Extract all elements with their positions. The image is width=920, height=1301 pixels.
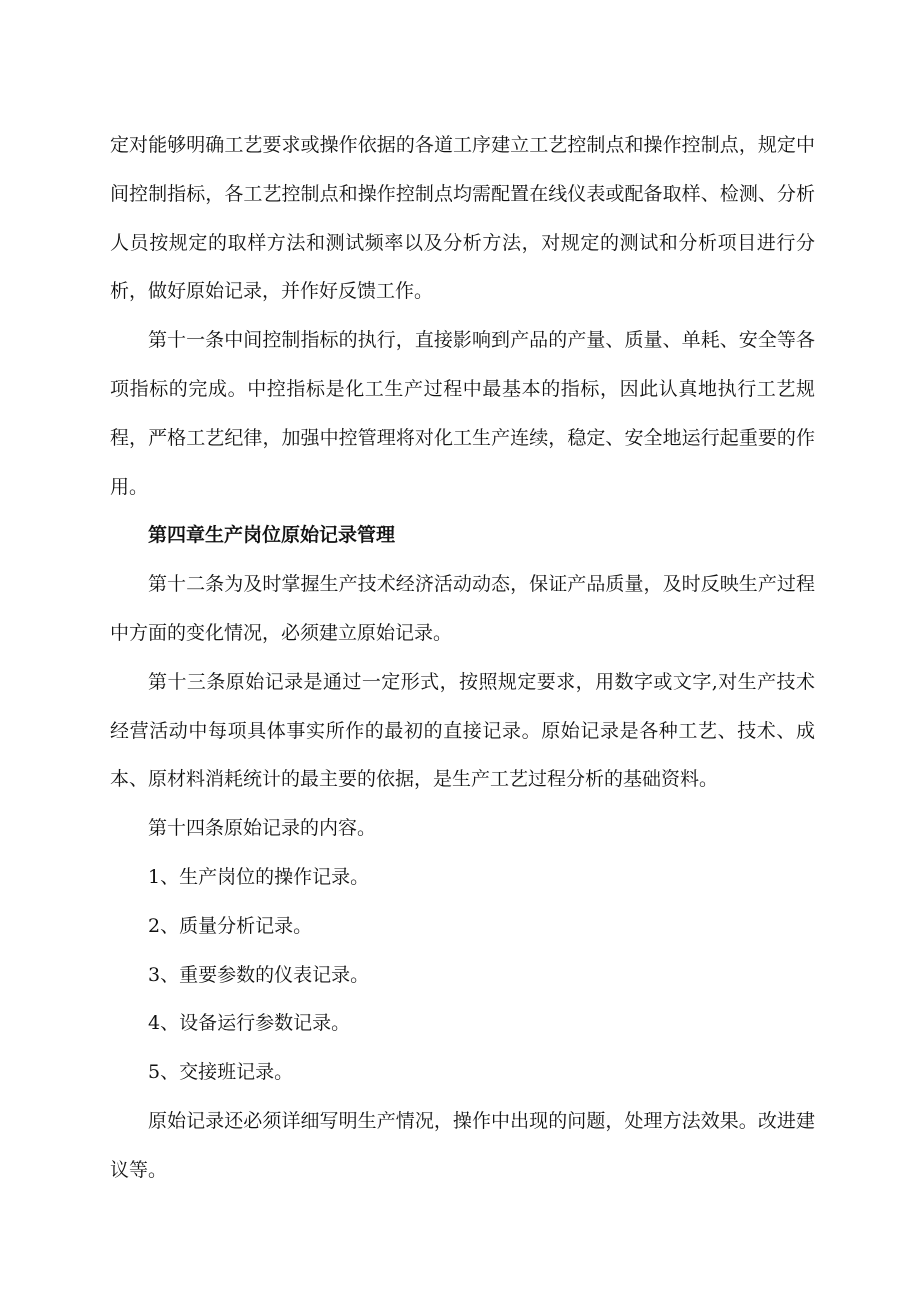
paragraph-article-11: 第十一条中间控制指标的执行，直接影响到产品的产量、质量、单耗、安全等各项指标的完成。中控指标是化工生产过程中最基本的指标，因此认真地执行工艺规程，严格工艺纪律，加强中控管理将对化工生产连续，稳定、安全地运行起重要的作用。	[110, 329, 815, 498]
chapter-heading: 第四章生产岗位原始记录管理	[148, 524, 396, 547]
paragraph-article-14: 第十四条原始记录的内容。	[148, 817, 377, 840]
list-item: 5、交接班记录。	[148, 1061, 294, 1084]
list-item: 3、重要参数的仪表记录。	[148, 963, 370, 986]
list-item: 2、质量分析记录。	[148, 914, 313, 937]
closing-paragraph: 原始记录还必须详细写明生产情况，操作中出现的问题，处理方法效果。改进建议等。	[110, 1109, 815, 1181]
list-item: 1、生产岗位的操作记录。	[148, 865, 370, 888]
paragraph-article-12: 第十二条为及时掌握生产技术经济活动动态，保证产品质量，及时反映生产过程中方面的变化情况，必须建立原始记录。	[110, 573, 815, 644]
paragraph-article-13: 第十三条原始记录是通过一定形式，按照规定要求，用数字或文字,对生产技术经营活动中每项具体事实所作的最初的直接记录。原始记录是各种工艺、技术、成本、原材料消耗统计的最主要的依据，是生产工艺过程分析的基础资料。	[110, 670, 815, 791]
document-page	[110, 121, 815, 1195]
paragraph-continuation: 定对能够明确工艺要求或操作依据的各道工序建立工艺控制点和操作控制点，规定中间控制指标，各工艺控制点和操作控制点均需配置在线仪表或配备取样、检测、分析人员按规定的取样方法和测试频率以及分析方法，对规定的测试和分析项目进行分析，做好原始记录，并作好反馈工作。	[110, 134, 815, 303]
list-item: 4、设备运行参数记录。	[148, 1012, 351, 1035]
